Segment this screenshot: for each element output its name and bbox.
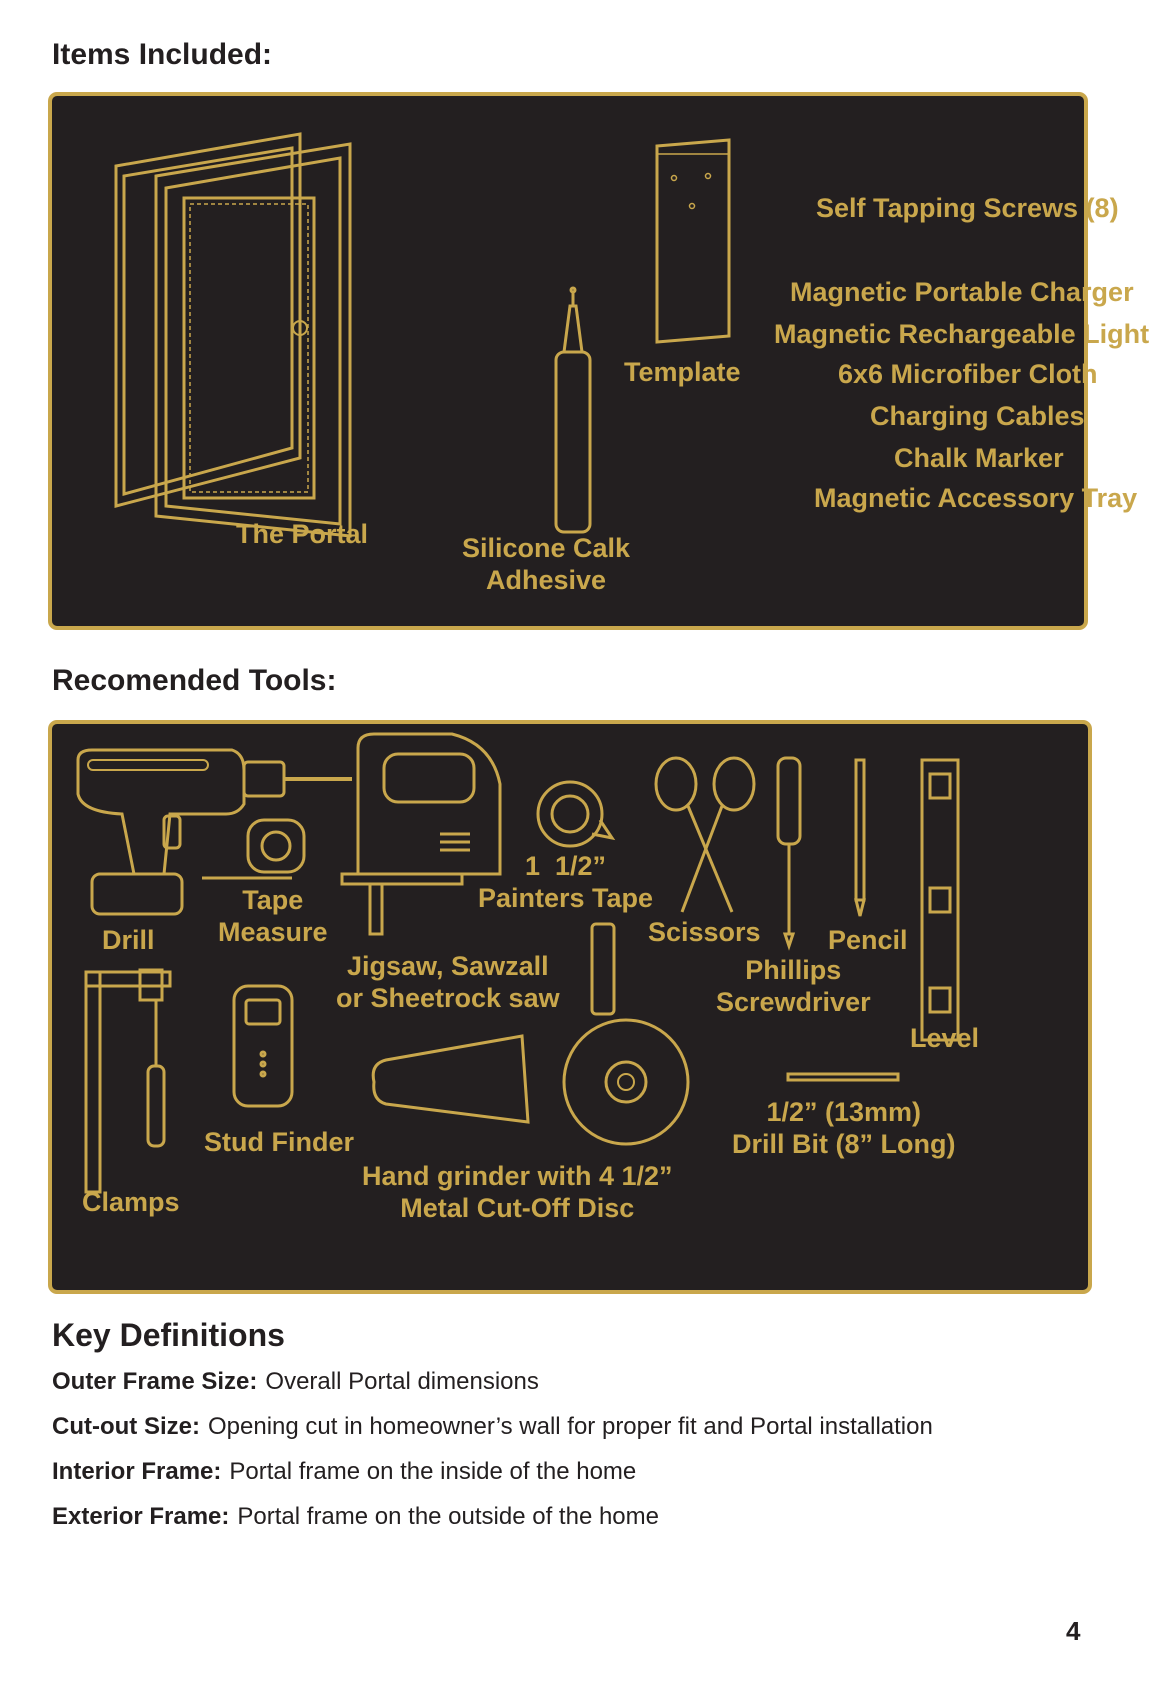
label-chalk-marker: Chalk Marker <box>894 443 1064 473</box>
definition-text: Opening cut in homeowner’s wall for proper fit and Portal installation <box>207 1413 933 1440</box>
label-painters-tape: 1 1/2” Painters Tape <box>478 851 654 913</box>
label-drill: Drill <box>102 925 155 955</box>
silicone-tube-illustration <box>556 288 590 532</box>
label-accessory-tray: Magnetic Accessory Tray <box>814 483 1138 513</box>
recommended-tools-heading: Recomended Tools: <box>52 664 337 697</box>
definition-term: Interior Frame: <box>52 1458 222 1485</box>
painters-tape-illustration <box>538 782 612 846</box>
definition-row <box>52 1365 1132 1410</box>
stud-finder-illustration <box>234 986 292 1106</box>
definition-text: Portal frame on the inside of the home <box>229 1458 637 1485</box>
level-illustration <box>922 760 958 1040</box>
label-stud-finder: Stud Finder <box>204 1127 354 1157</box>
pencil-illustration <box>856 760 864 916</box>
definitions-list <box>52 1365 1132 1545</box>
jigsaw-illustration <box>342 734 500 934</box>
label-screws: Self Tapping Screws (8) <box>816 193 1119 223</box>
items-included-heading: Items Included: <box>52 38 273 71</box>
label-microfiber-cloth: 6x6 Microfiber Cloth <box>838 359 1098 389</box>
definition-term: Exterior Frame: <box>52 1503 230 1530</box>
label-scissors: Scissors <box>648 917 761 947</box>
definition-term: Cut-out Size: <box>52 1413 200 1440</box>
clamps-illustration <box>86 970 170 1192</box>
label-the-portal: The Portal <box>236 519 369 549</box>
page-number: 4 <box>1066 1616 1081 1646</box>
label-grinder: Hand grinder with 4 1/2” Metal Cut-Off Disc <box>362 1161 673 1223</box>
tape-measure-illustration <box>202 820 304 878</box>
template-illustration <box>657 140 729 342</box>
label-tape-measure: Tape Measure <box>218 885 328 947</box>
label-silicone-calk: Silicone Calk Adhesive <box>462 533 631 595</box>
definition-row <box>52 1410 1132 1455</box>
screwdriver-illustration <box>778 758 800 946</box>
label-portable-charger: Magnetic Portable Charger <box>790 277 1134 307</box>
label-pencil: Pencil <box>828 925 908 955</box>
definition-term: Outer Frame Size: <box>52 1368 258 1395</box>
label-clamps: Clamps <box>82 1187 180 1217</box>
definition-row <box>52 1455 1132 1500</box>
label-drill-bit: 1/2” (13mm) Drill Bit (8” Long) <box>732 1097 956 1159</box>
recommended-tools-panel <box>48 720 1092 1294</box>
definition-text: Portal frame on the outside of the home <box>237 1503 659 1530</box>
definition-text: Overall Portal dimensions <box>265 1368 539 1395</box>
drill-bit-illustration <box>788 1074 898 1080</box>
label-charging-cables: Charging Cables <box>870 401 1085 431</box>
portal-illustration <box>116 134 350 536</box>
scissors-illustration <box>656 758 754 912</box>
items-included-panel <box>48 92 1150 630</box>
definition-row <box>52 1500 1132 1545</box>
label-jigsaw: Jigsaw, Sawzall or Sheetrock saw <box>336 951 560 1013</box>
label-rechargeable-light: Magnetic Rechargeable Light <box>774 319 1150 349</box>
label-level: Level <box>910 1023 980 1053</box>
label-template: Template <box>624 357 741 387</box>
key-definitions-heading: Key Definitions <box>52 1317 285 1353</box>
label-phillips-screwdriver: Phillips Screwdriver <box>716 955 871 1017</box>
